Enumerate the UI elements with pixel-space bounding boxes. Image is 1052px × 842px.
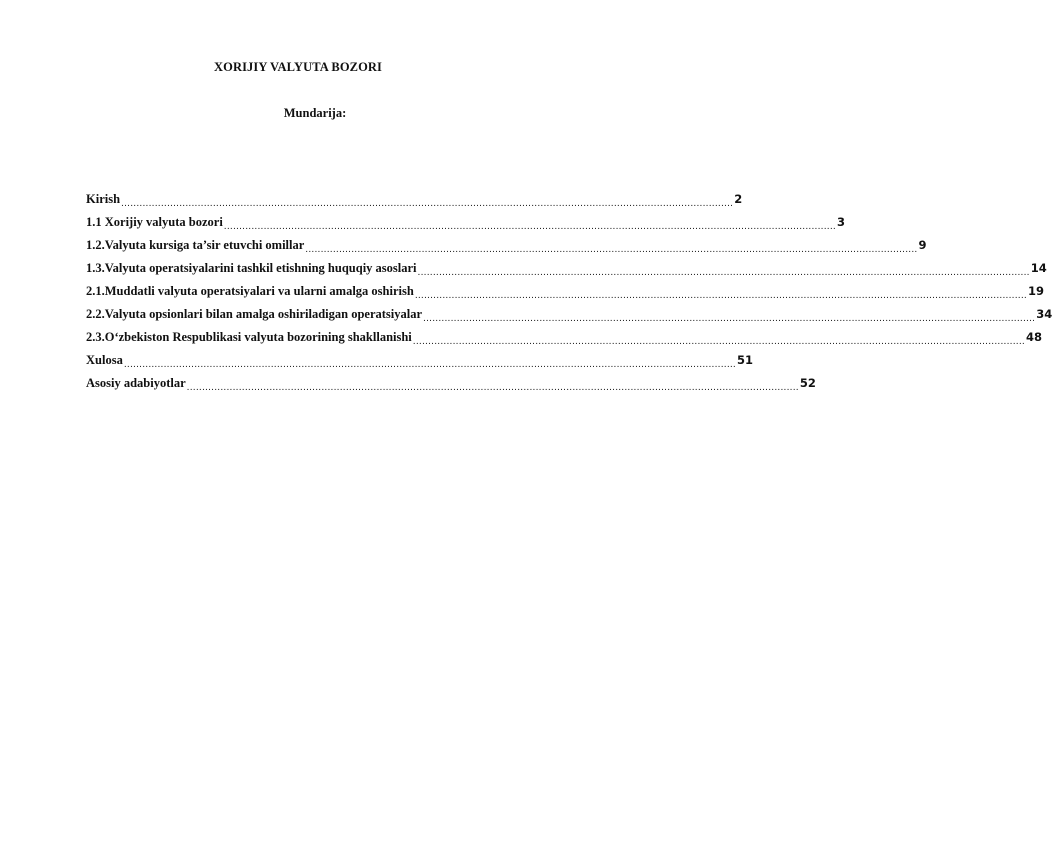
toc-entry-page: 48	[1025, 330, 1042, 344]
document-title: XORIJIY VALYUTA BOZORI	[214, 60, 382, 74]
toc-entry-label: 2.3.O‘zbekiston Respublikasi valyuta bozorining shakllanishi	[86, 330, 412, 344]
toc-entry-kirish[interactable]	[86, 192, 743, 215]
toc-entry-1-2[interactable]	[86, 238, 927, 261]
toc-entry-1-3[interactable]	[86, 261, 1047, 284]
toc-leader-dots: ........................................................................................................................................................................................................	[414, 291, 1027, 301]
toc-leader-dots: ........................................................................................................................................................................................................	[417, 268, 1030, 278]
toc-entry-page: 34	[1036, 307, 1052, 321]
toc-leader-dots: ........................................................................................................................................................................................................	[423, 314, 1036, 324]
toc-entry-xulosa[interactable]	[86, 353, 754, 376]
toc-heading: Mundarija:	[283, 106, 347, 120]
toc-entry-label: Asosiy adabiyotlar	[86, 376, 186, 390]
toc-entry-page: 14	[1030, 261, 1047, 275]
toc-leader-dots: ........................................................................................................................................................................................................	[412, 337, 1025, 347]
toc-entry-label: 1.2.Valyuta kursiga ta’sir etuvchi omillar	[86, 238, 305, 252]
toc-entry-label: Xulosa	[86, 353, 123, 367]
toc-entry-label: 2.1.Muddatli valyuta operatsiyalari va ularni amalga oshirish	[86, 284, 414, 298]
toc-entry-label: 2.2.Valyuta opsionlari bilan amalga oshiriladigan operatsiyalar	[86, 307, 423, 321]
toc-entry-2-2[interactable]	[86, 307, 1052, 330]
toc-entry-2-1[interactable]	[86, 284, 1044, 307]
toc-entry-page: 9	[918, 238, 927, 252]
toc-entry-2-3[interactable]	[86, 330, 1042, 353]
toc-entry-page: 52	[799, 376, 816, 390]
toc-entry-adabiyotlar[interactable]	[86, 376, 816, 399]
toc-leader-dots: ........................................................................................................................................................................................................	[186, 383, 799, 393]
toc-entry-page: 2	[734, 192, 743, 206]
toc-entry-page: 51	[737, 353, 754, 367]
toc-leader-dots: ........................................................................................................................................................................................................	[121, 199, 734, 209]
toc-entry-page: 19	[1027, 284, 1044, 298]
toc-entry-label: 1.3.Valyuta operatsiyalarini tashkil etishning huquqiy asoslari	[86, 261, 417, 275]
toc-entry-label: 1.1 Xorijiy valyuta bozori	[86, 215, 223, 229]
toc-leader-dots: ........................................................................................................................................................................................................	[223, 222, 836, 232]
toc-entry-1-1[interactable]	[86, 215, 845, 238]
toc-leader-dots: ........................................................................................................................................................................................................	[305, 245, 918, 255]
toc-leader-dots: ........................................................................................................................................................................................................	[123, 360, 736, 370]
toc-entry-label: Kirish	[86, 192, 121, 206]
toc-entry-page: 3	[836, 215, 845, 229]
table-of-contents	[86, 192, 1052, 399]
